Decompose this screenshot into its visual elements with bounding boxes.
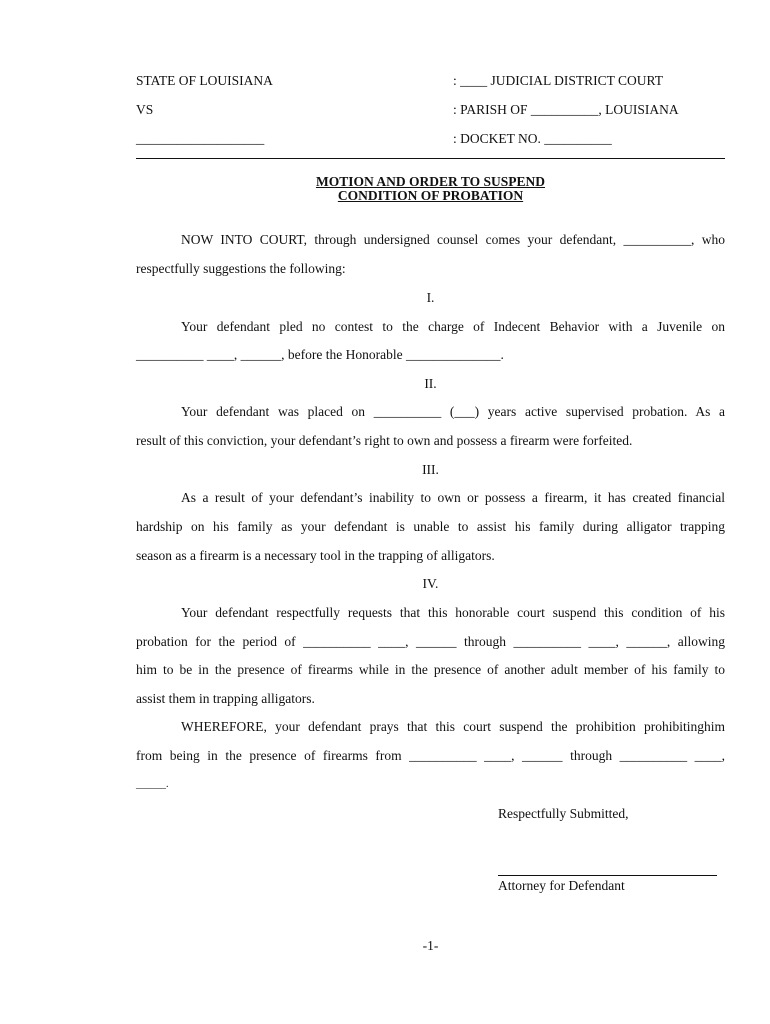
paragraph-2-line-2: result of this conviction, your defendant’s right to own and possess a firearm were forfeited. bbox=[136, 433, 633, 448]
closing-text: Respectfully Submitted, bbox=[498, 806, 629, 821]
caption-state: STATE OF LOUISIANA bbox=[136, 73, 273, 88]
caption-row-3 bbox=[136, 131, 726, 146]
section-heading-3: III. bbox=[422, 462, 439, 477]
caption-vs: VS bbox=[136, 102, 154, 117]
caption-parish: : PARISH OF __________, LOUISIANA bbox=[453, 102, 679, 117]
paragraph-3-line-1: As a result of your defendant’s inability to own or possess a firearm, it has created financial bbox=[181, 490, 725, 505]
paragraph-1-line-1: Your defendant pled no contest to the charge of Indecent Behavior with a Juvenile on bbox=[181, 319, 725, 334]
intro-line-2: respectfully suggestions the following: bbox=[136, 261, 346, 276]
paragraph-2-line-1: Your defendant was placed on __________ (___) years active supervised probation. As a bbox=[181, 404, 725, 419]
caption-docket: : DOCKET NO. __________ bbox=[453, 131, 612, 146]
page-number: -1- bbox=[422, 938, 439, 953]
caption-row-1 bbox=[136, 73, 726, 88]
section-heading-2: II. bbox=[424, 376, 437, 391]
caption-defendant-blank: ___________________ bbox=[136, 131, 265, 146]
document-title-line-2: CONDITION OF PROBATION bbox=[337, 188, 524, 203]
signature-line bbox=[498, 875, 717, 876]
paragraph-3-line-2: hardship on his family as your defendant is unable to assist his family during alligator trapping bbox=[136, 519, 725, 534]
section-heading-1: I. bbox=[426, 290, 435, 305]
paragraph-4-line-4: assist them in trapping alligators. bbox=[136, 691, 315, 706]
signature-role: Attorney for Defendant bbox=[498, 878, 625, 893]
paragraph-4-line-1: Your defendant respectfully requests that this honorable court suspend this condition of his bbox=[181, 605, 725, 620]
intro-line-1: NOW INTO COURT, through undersigned counsel comes your defendant, __________, who bbox=[181, 232, 725, 247]
paragraph-1-line-2: __________ ____, ______, before the Honorable ______________. bbox=[136, 347, 504, 362]
caption-row-2 bbox=[136, 102, 726, 117]
wherefore-line-1: WHEREFORE, your defendant prays that this court suspend the prohibition prohibitinghim bbox=[181, 719, 725, 734]
wherefore-line-2: from being in the presence of firearms from __________ ____, ______ through __________ ____, bbox=[136, 748, 725, 763]
wherefore-line-3: ______. bbox=[136, 779, 169, 790]
caption-court: : ____ JUDICIAL DISTRICT COURT bbox=[453, 73, 663, 88]
paragraph-4-line-2: probation for the period of __________ ____, ______ through __________ ____, ______, allowing bbox=[136, 634, 725, 649]
section-heading-4: IV. bbox=[422, 576, 439, 591]
paragraph-4-line-3: him to be in the presence of firearms while in the presence of another adult member of his family to bbox=[136, 662, 725, 677]
caption-divider bbox=[136, 158, 725, 159]
paragraph-3-line-3: season as a firearm is a necessary tool in the trapping of alligators. bbox=[136, 548, 495, 563]
document-title-line-1: MOTION AND ORDER TO SUSPEND bbox=[315, 174, 546, 189]
